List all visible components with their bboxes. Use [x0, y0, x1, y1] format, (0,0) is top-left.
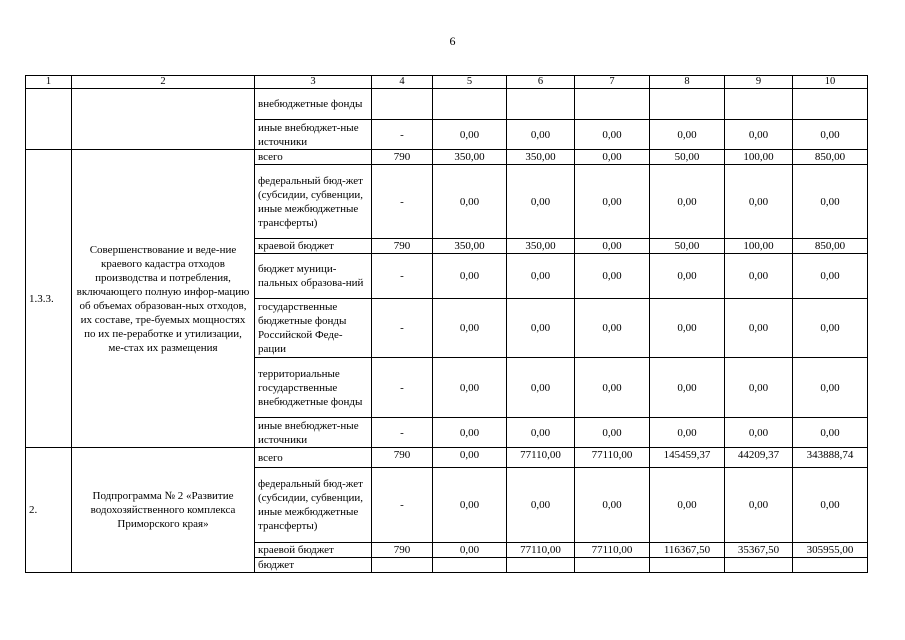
value-cell: 77110,00: [575, 448, 650, 468]
value-cell: [507, 558, 575, 573]
value-cell: 0,00: [725, 254, 793, 299]
value-cell: 0,00: [725, 468, 793, 543]
value-cell: 116367,50: [650, 543, 725, 558]
value-cell: 77110,00: [507, 543, 575, 558]
funding-source: краевой бюджет: [255, 543, 372, 558]
value-cell: 0,00: [793, 165, 868, 239]
value-cell: [507, 89, 575, 120]
funding-source: бюджет муници-пальных образова-ний: [255, 254, 372, 299]
value-cell: 0,00: [575, 165, 650, 239]
value-cell: [793, 558, 868, 573]
column-header: 6: [507, 76, 575, 89]
column-header: 3: [255, 76, 372, 89]
column-header: 8: [650, 76, 725, 89]
funding-source: всего: [255, 150, 372, 165]
value-cell: 0,00: [507, 120, 575, 150]
value-cell: 350,00: [433, 239, 507, 254]
value-cell: 790: [372, 150, 433, 165]
value-cell: [433, 558, 507, 573]
value-cell: 0,00: [650, 418, 725, 448]
value-cell: 77110,00: [507, 448, 575, 468]
value-cell: 0,00: [575, 418, 650, 448]
value-cell: 350,00: [433, 150, 507, 165]
value-cell: 0,00: [793, 418, 868, 448]
value-cell: 0,00: [433, 165, 507, 239]
value-cell: 0,00: [575, 120, 650, 150]
value-cell: 44209,37: [725, 448, 793, 468]
funding-source: федеральный бюд-жет (субсидии, субвенции, иные межбюджетные трансферты): [255, 165, 372, 239]
value-cell: [725, 558, 793, 573]
value-cell: 0,00: [650, 468, 725, 543]
value-cell: [650, 558, 725, 573]
value-cell: 100,00: [725, 150, 793, 165]
column-header: 2: [72, 76, 255, 89]
value-cell: 0,00: [507, 468, 575, 543]
value-cell: -: [372, 418, 433, 448]
item-name: Совершенствование и веде-ние краевого кадастра отходов производства и потребления, включающего полную инфор-мацию об объемах образован-ных отходов, их составе, тре-буемых мощностях по их пе-реработке и утилизации, ме-стах их размещения: [72, 150, 255, 448]
column-header: 10: [793, 76, 868, 89]
value-cell: -: [372, 165, 433, 239]
value-cell: 0,00: [433, 468, 507, 543]
value-cell: 0,00: [507, 299, 575, 358]
value-cell: 0,00: [725, 299, 793, 358]
value-cell: [650, 89, 725, 120]
item-number: 1.3.3.: [26, 150, 72, 448]
item-number: 2.: [26, 448, 72, 573]
funding-source: иные внебюджет-ные источники: [255, 120, 372, 150]
value-cell: 0,00: [575, 468, 650, 543]
value-cell: 145459,37: [650, 448, 725, 468]
value-cell: 850,00: [793, 150, 868, 165]
value-cell: [575, 558, 650, 573]
budget-table: [25, 75, 868, 573]
table-row: [26, 89, 868, 120]
value-cell: 0,00: [725, 418, 793, 448]
funding-source: федеральный бюд-жет (субсидии, субвенции, иные межбюджетные трансферты): [255, 468, 372, 543]
value-cell: 0,00: [725, 358, 793, 418]
value-cell: 0,00: [433, 448, 507, 468]
value-cell: 0,00: [433, 358, 507, 418]
value-cell: [433, 89, 507, 120]
value-cell: [725, 89, 793, 120]
value-cell: 0,00: [650, 120, 725, 150]
funding-source: государственные бюджетные фонды Российской Феде-рации: [255, 299, 372, 358]
value-cell: [372, 89, 433, 120]
value-cell: 0,00: [793, 299, 868, 358]
value-cell: 50,00: [650, 239, 725, 254]
value-cell: 35367,50: [725, 543, 793, 558]
value-cell: 0,00: [507, 418, 575, 448]
funding-source: всего: [255, 448, 372, 468]
value-cell: -: [372, 358, 433, 418]
value-cell: 0,00: [650, 358, 725, 418]
header-row: [26, 76, 868, 89]
value-cell: 0,00: [433, 418, 507, 448]
value-cell: 0,00: [507, 254, 575, 299]
value-cell: 0,00: [650, 299, 725, 358]
column-header: 1: [26, 76, 72, 89]
funding-source: внебюджетные фонды: [255, 89, 372, 120]
value-cell: 0,00: [433, 120, 507, 150]
value-cell: -: [372, 299, 433, 358]
value-cell: 790: [372, 448, 433, 468]
value-cell: [372, 558, 433, 573]
funding-source: бюджет: [255, 558, 372, 573]
value-cell: 0,00: [793, 358, 868, 418]
value-cell: 0,00: [575, 239, 650, 254]
value-cell: 305955,00: [793, 543, 868, 558]
value-cell: 790: [372, 239, 433, 254]
column-header: 5: [433, 76, 507, 89]
value-cell: 0,00: [725, 165, 793, 239]
value-cell: -: [372, 254, 433, 299]
value-cell: 0,00: [725, 120, 793, 150]
value-cell: [575, 89, 650, 120]
value-cell: 0,00: [575, 299, 650, 358]
value-cell: 0,00: [507, 358, 575, 418]
value-cell: 0,00: [793, 254, 868, 299]
table-row: [26, 150, 868, 165]
value-cell: 0,00: [433, 299, 507, 358]
value-cell: 77110,00: [575, 543, 650, 558]
value-cell: 850,00: [793, 239, 868, 254]
value-cell: [793, 89, 868, 120]
value-cell: 0,00: [507, 165, 575, 239]
value-cell: 0,00: [433, 543, 507, 558]
funding-source: краевой бюджет: [255, 239, 372, 254]
value-cell: 343888,74: [793, 448, 868, 468]
item-name: Подпрограмма № 2 «Развитие водохозяйственного комплекса Приморского края»: [72, 448, 255, 573]
value-cell: 0,00: [575, 254, 650, 299]
value-cell: -: [372, 120, 433, 150]
column-header: 7: [575, 76, 650, 89]
value-cell: -: [372, 468, 433, 543]
value-cell: 0,00: [575, 358, 650, 418]
funding-source: иные внебюджет-ные источники: [255, 418, 372, 448]
value-cell: 50,00: [650, 150, 725, 165]
value-cell: 350,00: [507, 150, 575, 165]
value-cell: 0,00: [650, 165, 725, 239]
value-cell: 0,00: [433, 254, 507, 299]
value-cell: 0,00: [575, 150, 650, 165]
value-cell: 0,00: [793, 468, 868, 543]
value-cell: 100,00: [725, 239, 793, 254]
page-number: 6: [449, 34, 456, 48]
table-row: [26, 448, 868, 468]
funding-source: территориальные государственные внебюджетные фонды: [255, 358, 372, 418]
column-header: 9: [725, 76, 793, 89]
value-cell: 0,00: [793, 120, 868, 150]
column-header: 4: [372, 76, 433, 89]
item-number-cell: [26, 89, 72, 150]
value-cell: 350,00: [507, 239, 575, 254]
item-name-cell: [72, 89, 255, 150]
value-cell: 0,00: [650, 254, 725, 299]
value-cell: 790: [372, 543, 433, 558]
